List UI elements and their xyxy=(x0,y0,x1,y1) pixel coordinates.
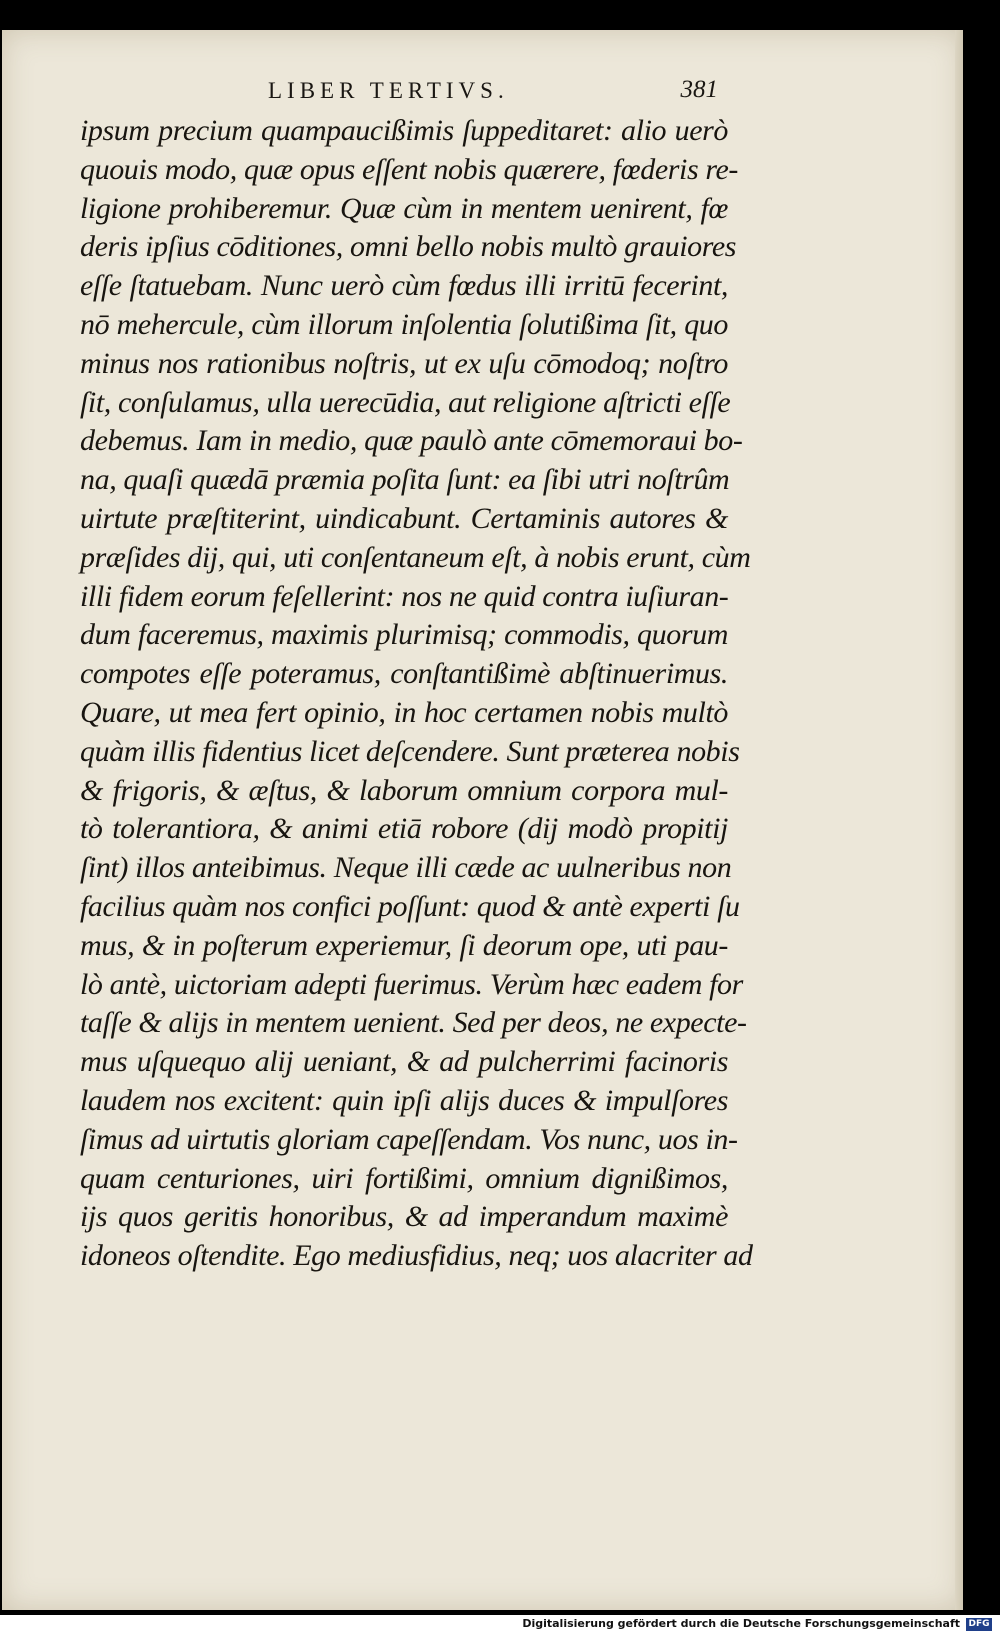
footer-bar xyxy=(0,1615,1000,1635)
text-line: Quare, ut mea fert opinio, in hoc certamen nobis multò xyxy=(80,695,728,729)
text-line: ſit, conſulamus, ulla uerecūdia, aut religione aſtricti eſſe xyxy=(80,385,731,419)
funding-credit: Digitalisierung gefördert durch die Deutsche Forschungsgemeinschaft xyxy=(522,1617,960,1630)
page-header xyxy=(268,78,718,108)
text-line: præſides dij, qui, uti conſentaneum eſt, à nobis erunt, cùm xyxy=(80,540,751,574)
text-block xyxy=(80,112,753,1276)
text-line: facilius quàm nos confici poſſunt: quod & antè experti ſu xyxy=(80,889,740,923)
text-line: quam centuriones, uiri fortißimi, omnium dignißimos, xyxy=(80,1161,728,1195)
text-line: illi fidem eorum feſellerint: nos ne quid contra iuſiuran- xyxy=(80,579,729,613)
text-line: ipsum precium quampaucißimis ſuppeditaret: alio uerò xyxy=(80,114,728,147)
dfg-logo: DFG xyxy=(966,1618,992,1631)
text-line: minus nos rationibus noſtris, ut ex uſu cōmodoq; noſtro xyxy=(80,346,728,380)
text-line: ligione prohiberemur. Quæ cùm in mentem uenirent, fœ xyxy=(80,191,728,225)
text-line: nō mehercule, cùm illorum inſolentia ſolutißima ſit, quo xyxy=(80,307,728,341)
running-title: LIBER TERTIVS. xyxy=(268,78,509,103)
text-line: na, quaſi quædā præmia poſita ſunt: ea ſibi utri noſtrûm xyxy=(80,463,730,497)
text-line: laudem nos excitent: quin ipſi alijs duces & impulſores xyxy=(80,1083,728,1117)
text-line: debemus. Iam in medio, quæ paulò ante cōmemoraui bo- xyxy=(80,424,743,458)
text-line: dum faceremus, maximis plurimisq; commodis, quorum xyxy=(80,618,728,652)
text-line: taſſe & alijs in mentem uenient. Sed per deos, ne expecte- xyxy=(80,1006,747,1040)
text-line: quouis modo, quæ opus eſſent nobis quærere, fœderis re- xyxy=(80,152,738,186)
page-number: 381 xyxy=(680,76,718,103)
text-line: lò antè, uictoriam adepti fuerimus. Verùm hæc eadem for xyxy=(80,967,743,1001)
text-line: uirtute præſtiterint, uindicabunt. Certaminis autores & xyxy=(80,501,728,535)
text-line: & frigoris, & æſtus, & laborum omnium corpora mul- xyxy=(80,773,728,807)
text-line: ſint) illos anteibimus. Neque illi cæde ac uulneribus non xyxy=(80,851,732,885)
page-edge xyxy=(955,30,963,1610)
text-line: deris ipſius cōditiones, omni bello nobis multò grauiores xyxy=(80,230,737,264)
text-line: eſſe ſtatuebam. Nunc uerò cùm fœdus illi irritū fecerint, xyxy=(80,269,728,303)
text-line: ijs quos geritis honoribus, & ad imperandum maximè xyxy=(80,1200,728,1234)
text-line: compotes eſſe poteramus, conſtantißimè abſtinuerimus. xyxy=(80,657,728,691)
text-line: mus, & in poſterum experiemur, ſi deorum ope, uti pau- xyxy=(80,928,728,962)
text-line: idoneos oſtendite. Ego mediusfidius, neq; uos alacriter ad xyxy=(80,1239,753,1273)
text-line: tò tolerantiora, & animi etiā robore (dij modò propitij xyxy=(80,812,728,846)
text-line: quàm illis fidentius licet deſcendere. Sunt præterea nobis xyxy=(80,734,740,768)
text-line: ſimus ad uirtutis gloriam capeſſendam. Vos nunc, uos in- xyxy=(80,1122,738,1156)
text-line: mus uſquequo alij ueniant, & ad pulcherrimi facinoris xyxy=(80,1045,728,1079)
